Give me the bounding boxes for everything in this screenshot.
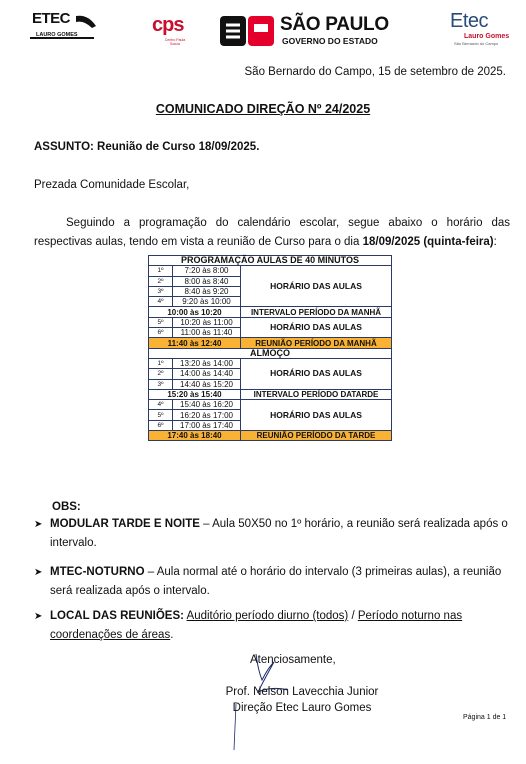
horario-label: HORÁRIO DAS AULAS (241, 400, 392, 431)
class-number: 1º (149, 358, 173, 368)
obs-item-title: MODULAR TARDE E NOITE (50, 518, 200, 530)
class-number: 3º (149, 379, 173, 389)
arrow-bullet-icon: ➤ (34, 611, 43, 622)
sp-emblem-icon (220, 16, 274, 46)
greeting: Prezada Comunidade Escolar, (34, 179, 190, 191)
signer-role: Direção Etec Lauro Gomes (232, 702, 372, 714)
arrow-bullet-icon: ➤ (34, 519, 43, 530)
obs-item-title: MTEC-NOTURNO (50, 566, 145, 578)
class-number: 4º (149, 400, 173, 410)
class-time: 9:20 às 10:00 (173, 297, 241, 307)
class-number: 5º (149, 410, 173, 420)
sao-paulo-government-logo (220, 14, 400, 48)
class-time: 17:00 às 17:40 (173, 420, 241, 430)
meeting-time: 17:40 às 18:40 (149, 431, 241, 441)
table-row (149, 307, 392, 317)
schedule-table (148, 255, 392, 441)
sp-title: SÃO PAULO (280, 14, 389, 35)
cps-sub: Centro Paula Souza (164, 38, 186, 46)
location-daytime: Auditório período diurno (todos) (186, 610, 349, 622)
class-time: 15:40 às 16:20 (173, 400, 241, 410)
obs-item (34, 563, 510, 601)
class-time: 13:20 às 14:00 (173, 358, 241, 368)
class-time: 7:20 às 8:00 (173, 266, 241, 276)
closing: Atenciosamente, (250, 654, 336, 666)
document-date: São Bernardo do Campo, 15 de setembro de 2025. (244, 66, 506, 78)
title-text: COMUNICADO DIREÇÃO Nº 24/2025 (155, 102, 371, 116)
table-row (149, 358, 392, 368)
cps-mark: cps (152, 14, 184, 36)
horario-label: HORÁRIO DAS AULAS (241, 266, 392, 307)
etec-right-sub: Lauro Gomes (464, 33, 510, 40)
meeting-label: REUNIÃO PERÍODO DA TARDE (241, 431, 392, 441)
obs-label: OBS: (52, 501, 81, 513)
table-row (149, 266, 392, 276)
para-date: 18/09/2025 (quinta-feira) (362, 236, 494, 248)
class-time: 16:20 às 17:00 (173, 410, 241, 420)
horario-label: HORÁRIO DAS AULAS (241, 317, 392, 338)
class-number: 6º (149, 328, 173, 338)
signer-block (218, 684, 386, 716)
signer-name: Prof. Nelson Lavecchia Junior (225, 686, 379, 698)
obs-item-text: – Aula normal até o horário do intervalo (3 primeiras aulas), a reunião será realizada após o intervalo. (50, 566, 502, 597)
class-time: 14:00 às 14:40 (173, 369, 241, 379)
class-number: 6º (149, 420, 173, 430)
obs-item-title: LOCAL DAS REUNIÕES: (50, 610, 184, 622)
etec-left-brand: ETEC (32, 10, 71, 27)
cps-logo (152, 14, 196, 50)
etec-lauro-gomes-logo (26, 10, 98, 44)
schedule-header: PROGRAMAÇÃO AULAS DE 40 MINUTOS (149, 256, 392, 266)
etec-right-brand: Etec (450, 10, 489, 32)
class-time: 8:00 às 8:40 (173, 276, 241, 286)
etec-left-sub: LAURO GOMES (36, 32, 78, 38)
table-row (149, 338, 392, 348)
class-number: 1º (149, 266, 173, 276)
class-number: 5º (149, 317, 173, 327)
class-number: 3º (149, 286, 173, 296)
class-number: 2º (149, 276, 173, 286)
etec-right-logo (448, 10, 510, 46)
class-time: 8:40 às 9:20 (173, 286, 241, 296)
location-end: . (170, 629, 174, 641)
class-number: 2º (149, 369, 173, 379)
class-number: 4º (149, 297, 173, 307)
obs-item-text: – Aula 50X50 no 1º horário, a reunião será realizada após o intervalo. (50, 518, 508, 549)
etec-right-sub2: São Bernardo do Campo (454, 41, 499, 46)
sp-subtitle: GOVERNO DO ESTADO (282, 36, 378, 46)
table-row (149, 431, 392, 441)
location-night: Período noturno nas coordenações de áreas (50, 610, 463, 641)
document-subject: ASSUNTO: Reunião de Curso 18/09/2025. (34, 141, 260, 153)
location-separator: / (348, 610, 358, 622)
table-row (149, 389, 392, 399)
para-end: : (493, 236, 497, 248)
break-label: INTERVALO PERÍODO DA MANHÃ (241, 307, 392, 317)
break-label: INTERVALO PERÍODO DATARDE (241, 389, 392, 399)
break-time: 10:00 às 10:20 (149, 307, 241, 317)
arrow-bullet-icon: ➤ (34, 567, 43, 578)
break-time: 15:20 às 15:40 (149, 389, 241, 399)
horario-label: HORÁRIO DAS AULAS (241, 358, 392, 389)
para-text: Seguindo a programação do calendário escolar, segue abaixo o horário das respectivas aulas, tendo em vista a reunião de Curso para o dia (34, 217, 510, 248)
intro-paragraph (34, 214, 510, 252)
meeting-label: REUNIÃO PERÍODO DA MANHÃ (241, 338, 392, 348)
class-time: 14:40 às 15:20 (173, 379, 241, 389)
table-row (149, 317, 392, 327)
page-number: Página 1 de 1 (463, 714, 507, 721)
table-row (149, 400, 392, 410)
class-time: 11:00 às 11:40 (173, 328, 241, 338)
meeting-time: 11:40 às 12:40 (149, 338, 241, 348)
document-title (0, 102, 526, 116)
lunch-row: ALMOÇO (149, 348, 392, 358)
class-time: 10:20 às 11:00 (173, 317, 241, 327)
obs-item (34, 515, 510, 553)
